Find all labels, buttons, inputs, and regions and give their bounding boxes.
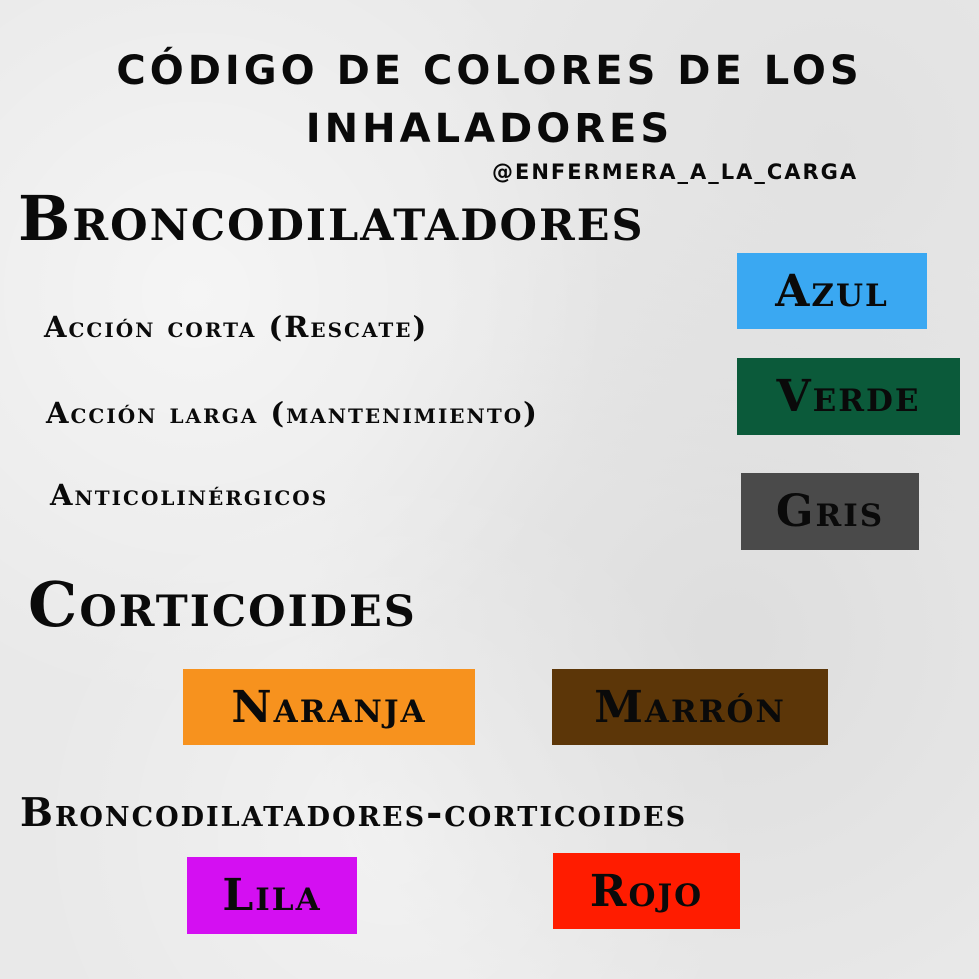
swatch-rojo-label: Rojo: [589, 865, 704, 917]
broncodilatadores-heading: Broncodilatadores: [18, 182, 645, 255]
swatch-gris: [741, 473, 919, 550]
swatch-naranja: [183, 669, 475, 745]
item-anticolinergicos: Anticolinérgicos: [50, 478, 329, 512]
swatch-rojo: [553, 853, 740, 929]
item-accion-larga: Acción larga (mantenimiento): [46, 396, 539, 430]
swatch-verde-label: Verde: [776, 371, 921, 422]
swatch-naranja-label: Naranja: [231, 681, 427, 733]
swatch-gris-label: Gris: [775, 486, 885, 537]
swatch-lila-label: Lila: [222, 870, 322, 921]
swatch-marron: [552, 669, 828, 745]
swatch-azul-label: Azul: [775, 265, 889, 317]
author-handle: @ENFERMERA_A_LA_CARGA: [492, 160, 859, 184]
swatch-marron-label: Marrón: [594, 681, 786, 733]
title-line-2: INHALADORES: [305, 106, 674, 152]
broncodilatadores-corticoides-heading: Broncodilatadores-corticoides: [20, 790, 688, 836]
page-title: [0, 42, 979, 158]
swatch-lila: [187, 857, 357, 934]
swatch-azul: [737, 253, 927, 329]
swatch-verde: [737, 358, 960, 435]
corticoides-heading: Corticoides: [28, 568, 417, 641]
title-line-1: CÓDIGO DE COLORES DE LOS: [116, 48, 863, 94]
item-accion-corta: Acción corta (Rescate): [44, 310, 429, 344]
